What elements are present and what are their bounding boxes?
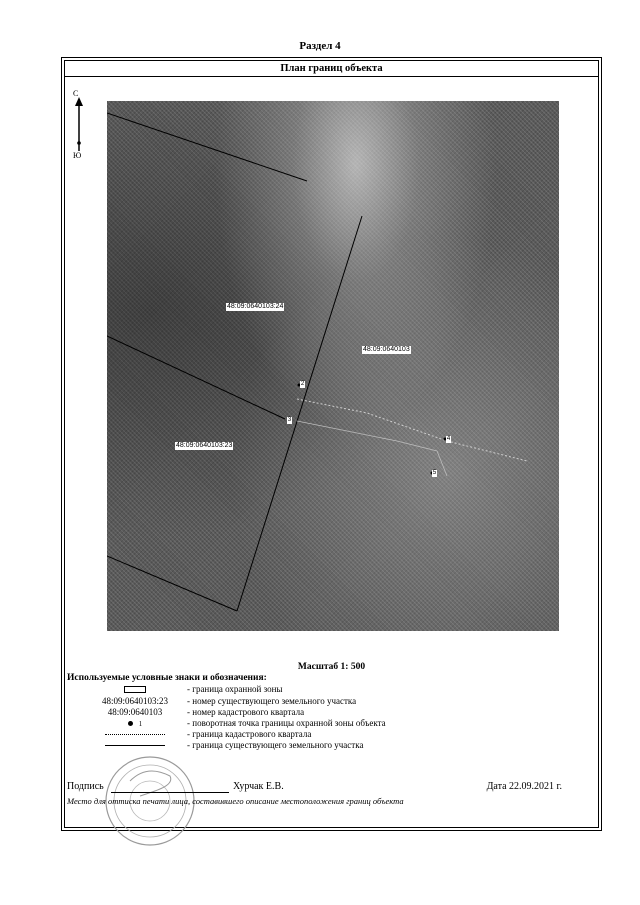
quarter-label: 48:09:0640103 (363, 346, 410, 353)
document-frame (61, 57, 602, 831)
zone-boundary (297, 421, 447, 476)
parcel-label: 48:09:0640103:23 (176, 442, 233, 449)
point-label: 2 (300, 381, 305, 387)
parcel-boundary-diagonal (237, 216, 362, 611)
quarter-boundary (297, 399, 527, 461)
compass (73, 89, 89, 169)
legend-desc: - граница охранной зоны (187, 684, 283, 694)
legend-parcel-number: 48:09:0640103:23 (101, 696, 168, 706)
plan-title: План границ объекта (65, 61, 598, 77)
map-lines (107, 101, 559, 631)
parcel-label: 48:09:0640103:24 (227, 303, 284, 310)
signature-line (111, 792, 229, 793)
compass-south-label: Ю (73, 151, 82, 160)
zone-box-icon (124, 686, 146, 693)
legend-parcel-line (85, 739, 185, 751)
signature-date: Дата 22.09.2021 г. (486, 781, 562, 792)
legend-point-number: 1 (138, 720, 143, 728)
point-label: 3 (287, 417, 292, 423)
signer-name: Хурчак Е.В. (233, 781, 284, 792)
solid-line-icon (105, 745, 165, 746)
legend-title: Используемые условные знаки и обозначения: (67, 673, 267, 683)
legend-desc: - граница существующего земельного участка (187, 740, 364, 750)
section-title: Раздел 4 (299, 40, 341, 52)
legend-desc: - поворотная точка границы охранной зоны объекта (187, 718, 386, 728)
point-label: 5 (432, 470, 437, 476)
point-dot-icon (128, 721, 133, 726)
legend-desc: - граница кадастрового квартала (187, 729, 312, 739)
point-label: 4 (446, 436, 451, 442)
compass-north-label: С (73, 89, 79, 98)
parcel-boundary-west (107, 336, 285, 419)
scale-label: Масштаб 1: 500 (297, 662, 366, 672)
legend-zone-symbol (85, 683, 185, 695)
legend-desc: - номер кадастрового квартала (187, 707, 305, 717)
dotted-line-icon (105, 734, 165, 735)
legend-quarter-number: 48:09:0640103 (107, 707, 163, 717)
frame-inner (64, 60, 599, 828)
parcel-boundary-north (107, 113, 307, 181)
map-image (107, 101, 559, 631)
parcel-boundary-south (107, 556, 237, 611)
legend-desc: - номер существующего земельного участка (187, 696, 357, 706)
signature-label: Подпись (67, 781, 104, 792)
stamp-place-note: Место для оттиска печати лица, составившего описание местоположения границ объекта (67, 796, 404, 806)
